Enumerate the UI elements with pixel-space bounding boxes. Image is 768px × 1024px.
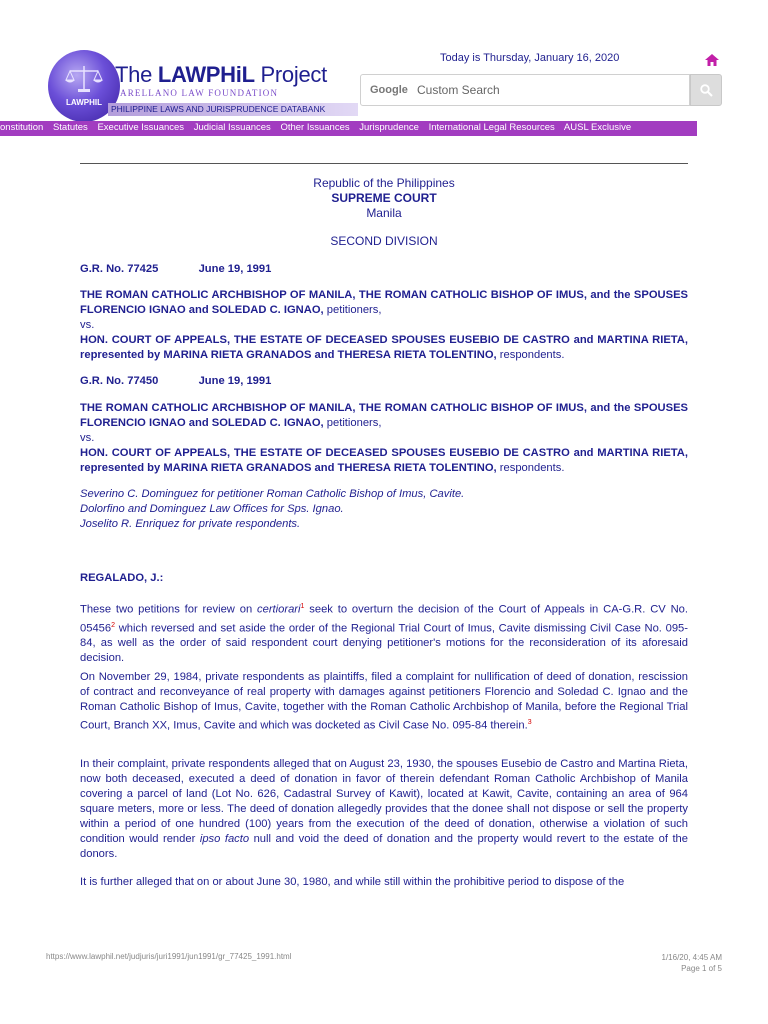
p1-text: These two petitions for review on [80,603,257,616]
nav-constitution[interactable]: onstitution [0,122,44,133]
footer-url: https://www.lawphil.net/judjuris/juri1991/jun1991/gr_77425_1991.html [46,952,292,961]
case1-petitioner-names: THE ROMAN CATHOLIC ARCHBISHOP OF MANILA, THE ROMAN CATHOLIC BISHOP OF IMUS, and the SPOUSES FLORENCIO IGNAO and SOLEDAD C. IGNAO, [80,289,688,316]
today-date: Today is Thursday, January 16, 2020 [440,52,620,64]
nav-other-issuances[interactable]: Other Issuances [280,122,350,133]
case1-petitioners-label: petitioners, [323,304,382,316]
case2-date: June 19, 1991 [198,375,272,387]
footnote-link[interactable]: 3 [527,719,532,726]
nav-statutes[interactable]: Statutes [52,122,88,133]
division-name: SECOND DIVISION [330,234,438,248]
p3-text: In their complaint, private respondents alleged that on August 23, 1930, the spouses Eusebio de Castro and Martina Rieta, now both deceased, executed a deed of donation in favor of therein defendant Roman Catholic Archbishop of Manila covering a parcel of land (Lot No. 626, Cadastral Survey of Kawit), located at Kawit, Cavite, containing an area of 964 square meters, more or less. The deed of donation allegedly provides that the donee shall not dispose or sell the property within a period of one hundred (100) years from the execution of the deed of donation, otherwise a violation of such condition would render [80,758,688,845]
case2-respondents-label: respondents. [496,462,565,474]
court-name: SUPREME COURT [331,191,437,205]
main-nav [0,121,697,136]
counsel-line: Severino C. Dominguez for petitioner Roman Catholic Bishop of Imus, Cavite. [80,488,465,500]
case1-vs: vs. [80,319,95,331]
search-input[interactable] [360,74,690,106]
foundation-name: ARELLANO LAW FOUNDATION [120,88,279,98]
paragraph-2 [80,670,688,734]
divider [80,163,688,164]
google-label: Google [370,84,408,96]
site-title[interactable] [115,62,327,88]
case1-respondents-label: respondents. [496,349,565,361]
ponente: REGALADO, J.: [80,572,164,584]
case2-respondent-names: HON. COURT OF APPEALS, THE ESTATE OF DECEASED SPOUSES EUSEBIO DE CASTRO and MARTINA RIETA, represented by MARINA RIETA GRANADOS and THERESA RIETA TOLENTINO, [80,447,688,474]
paragraph-3 [80,757,688,862]
home-icon[interactable] [704,52,720,68]
case1-date: June 19, 1991 [198,263,272,275]
footnote-link[interactable]: 1 [300,603,305,610]
counsel-list [80,487,688,532]
court-city: Manila [366,206,402,220]
brand-the: The [115,62,158,87]
p1-italic: certiorari [257,603,301,616]
footer-page: Page 1 of 5 [681,964,722,973]
nav-judicial-issuances[interactable]: Judicial Issuances [193,122,271,133]
paragraph-4: It is further alleged that on or about June 30, 1980, and while still within the prohibitive period to dispose of the [80,876,625,888]
p3-text-2: null and void the deed of donation and the property would revert to the estate of the donors. [80,833,688,860]
footer-meta [662,952,723,974]
brand-lawphil: LAWPHiL [157,62,255,87]
search-placeholder: Custom Search [417,83,500,97]
scales-of-justice-icon [62,64,106,94]
footer-datetime: 1/16/20, 4:45 AM [661,953,722,962]
p1-text-3: which reversed and set aside the order of the Regional Trial Court of Imus, Cavite dismissing Civil Case No. 095-84, as well as the order of said respondent court denying petitioner's motions for the reconsideration of its aforesaid decision. [80,622,688,665]
brand-project: Project [254,62,327,87]
footnote-link[interactable]: 2 [111,621,116,629]
case1-petitioners [80,288,688,363]
republic-line: Republic of the Philippines [313,176,455,190]
search-button[interactable] [690,74,722,106]
case2-petitioners-label: petitioners, [323,417,382,429]
case1-header [80,262,688,277]
case1-respondent-names: HON. COURT OF APPEALS, THE ESTATE OF DECEASED SPOUSES EUSEBIO DE CASTRO and MARTINA RIETA, represented by MARINA RIETA GRANADOS and THERESA RIETA TOLENTINO, [80,334,688,361]
p3-italic: ipso facto [199,833,250,845]
case2-header [80,374,688,389]
counsel-line: Joselito R. Enriquez for private respondents. [80,518,301,530]
databank-label: PHILIPPINE LAWS AND JURISPRUDENCE DATABANK [111,104,326,114]
nav-jurisprudence[interactable]: Jurisprudence [359,122,419,133]
magnifier-icon [700,84,713,97]
case2-petitioners [80,401,688,476]
counsel-line: Dolorfino and Dominguez Law Offices for Sps. Ignao. [80,503,344,515]
p1-text-2: seek to overturn the decision of the Court of Appeals in CA-G.R. CV No. 05456 [80,603,688,635]
case2-petitioner-names: THE ROMAN CATHOLIC ARCHBISHOP OF MANILA, THE ROMAN CATHOLIC BISHOP OF IMUS, and the SPOUSES FLORENCIO IGNAO and SOLEDAD C. IGNAO, [80,402,688,429]
p2-text: On November 29, 1984, private respondents as plaintiffs, filed a complaint for nullification of deed of donation, rescission of contract and reconveyance of real property with damages against petitioners Florencio and Soledad C. Ignao and the Roman Catholic Bishop of Imus, Cavite, together with the Roman Catholic Archbishop of Manila, before the Regional Trial Court, Branch XX, Imus, Cavite and which was docketed as Civil Case No. 095-84 therein. [80,671,688,732]
logo-text: LAWPHIL [66,98,102,107]
nav-executive-issuances[interactable]: Executive Issuances [97,122,185,133]
nav-ausl-exclusive[interactable]: AUSL Exclusive [563,122,632,133]
databank-banner [108,103,358,116]
case1-gr: G.R. No. 77425 [80,263,159,275]
paragraph-1 [80,599,688,666]
case2-gr: G.R. No. 77450 [80,375,159,387]
nav-international-legal-resources[interactable]: International Legal Resources [428,122,555,133]
case2-vs: vs. [80,432,95,444]
